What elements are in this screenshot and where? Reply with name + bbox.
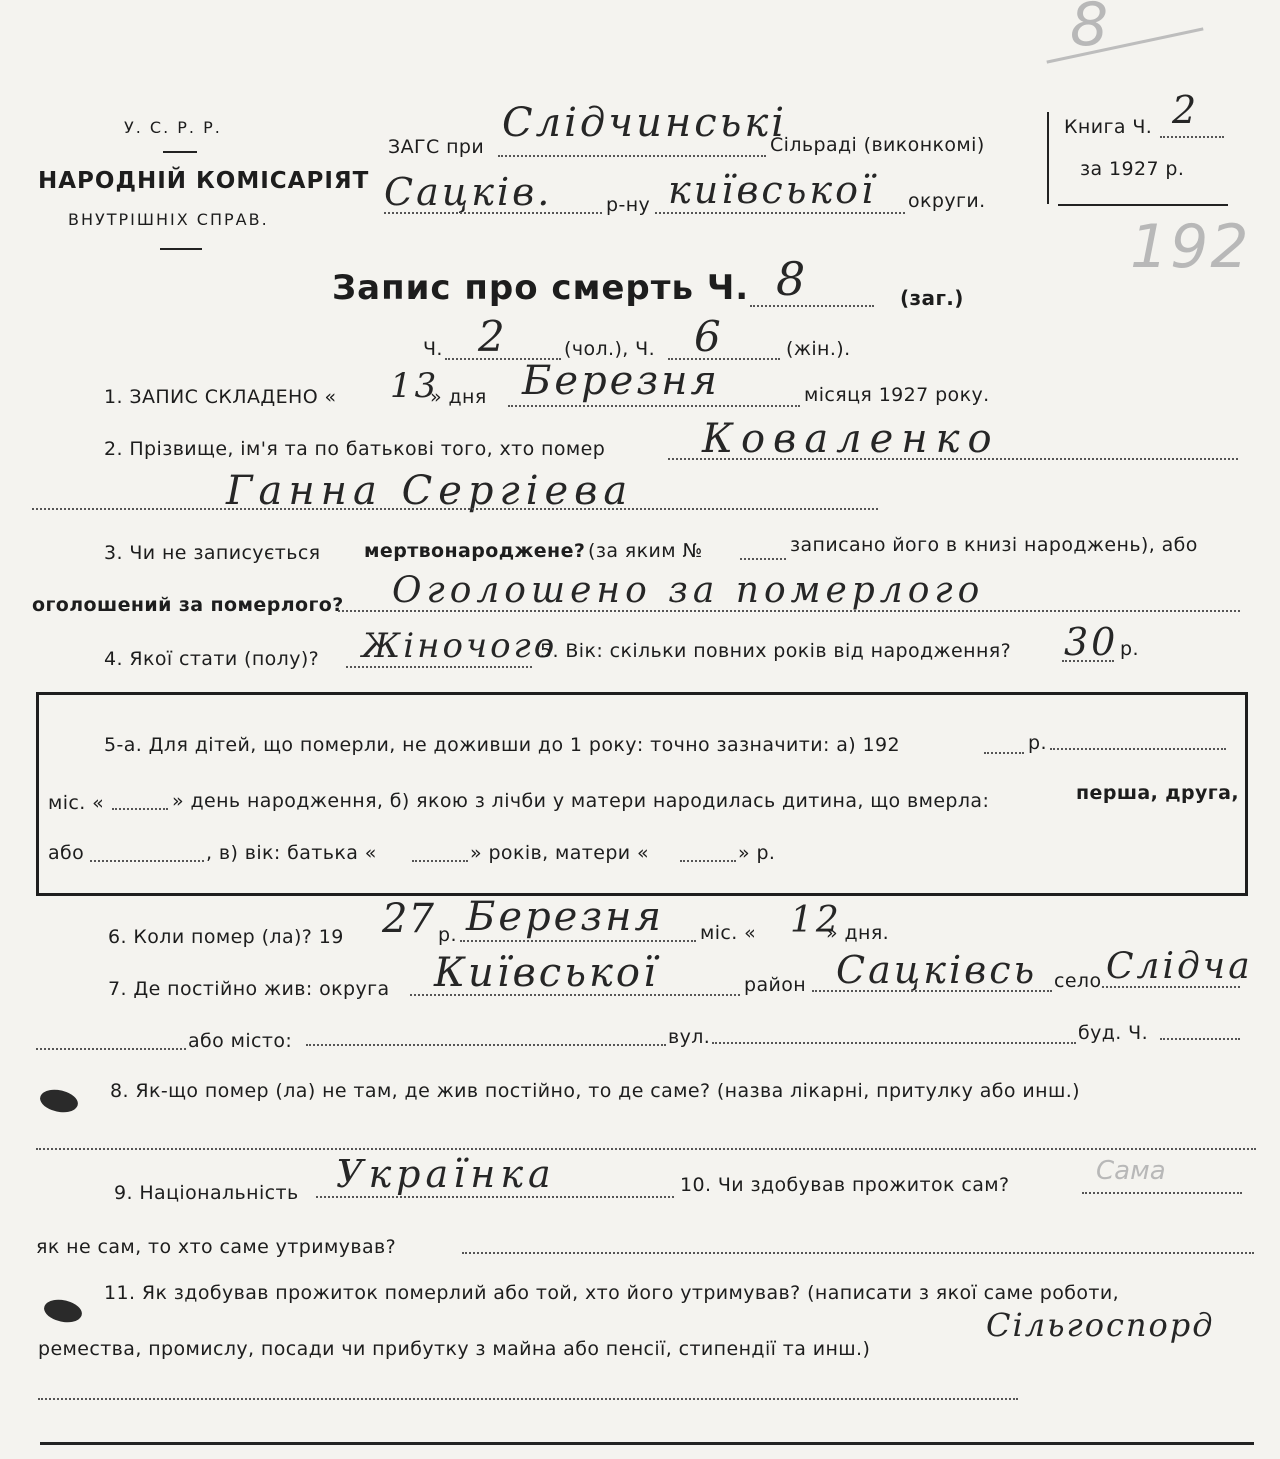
field1-month: Березня [522,358,720,404]
field5a-line3-b: , в) вік: батька « [206,842,377,864]
field6-month-line [460,940,696,942]
record-male-label: (чол.), Ч. [564,338,656,360]
field5a-line2-b: » день народження, б) якою з лічби у матери народилась дитина, що вмерла: [172,790,990,812]
field8-label: 8. Як-що помер (ла) не там, де жив постійно, то де саме? (назва лікарні, притулку або инш.) [110,1080,1080,1102]
header-divider [163,151,197,153]
field6-mis: міс. « [700,922,757,944]
field11-value: Сільгоспорд [986,1306,1215,1344]
field2-label: 2. Прізвище, ім'я та по батькові того, хто помер [104,438,606,460]
record-number-line [750,305,874,307]
field5a-line3-c: » років, матери « [470,842,649,864]
record-total-label: (заг.) [900,286,964,310]
field6-r: р. [438,924,457,946]
field6-day: 12 [790,900,842,941]
field5a-line1: 5-а. Для дітей, що померли, не доживши до 1 року: точно зазначити: а) 192 [104,734,901,756]
district-line [384,212,602,214]
field7b-misto: або місто: [188,1030,293,1052]
field3-value: Оголошено за померлого [392,570,985,611]
zags-village-line [498,155,766,157]
field3-stillborn: мертвонароджене? [364,540,586,562]
field5-label: 5. Вік: скільки повних років від народження? [540,640,1012,662]
field5a-year-line [984,752,1024,754]
field7b-bud-line [1160,1038,1240,1040]
field2-surname-line [668,458,1238,460]
zags-suffix: Сільраді (виконкомі) [770,134,985,156]
field7-raion: Сацківсь [836,948,1038,992]
zags-prefix: ЗАГС при [388,136,485,158]
field3-declared: оголошений за померлого? [32,594,344,616]
field9-value: Українка [336,1152,556,1196]
field5a-other-line [90,860,204,862]
book-number: 2 [1172,88,1200,132]
field5a-line3-d: » р. [738,842,776,864]
record-number: 8 [776,252,809,306]
field3-label-c: записано його в книзі народжень), або [790,534,1198,556]
field7b-misto-line [306,1044,666,1046]
commissariat-title: НАРОДНІЙ КОМІСАРІЯТ [38,168,370,194]
field7b-bud: буд. Ч. [1078,1022,1149,1044]
record-title: Запис про смерть Ч. [332,268,750,308]
field7-selo-label: село [1054,970,1102,992]
field10-line [1082,1192,1242,1194]
field1-day: 13 [390,366,440,406]
pencil-mark-side: 192 [1130,212,1251,282]
field7-selo: Слідча [1106,946,1253,987]
field9-line [316,1196,674,1198]
field5a-line1-end: р. [1028,732,1047,754]
field11b-label: ремества, промислу, посади чи прибутку з майна або пенсії, стипендії та инш.) [38,1338,871,1360]
okruha-suffix: округи. [908,190,986,212]
field11-line [38,1398,1018,1400]
field3-label-a: 3. Чи не записується [104,542,321,564]
field5a-first-second: перша, друга, [1076,782,1239,804]
field7b-lead-line [36,1048,186,1050]
field5a-line2-a: міс. « [48,792,105,814]
field10-value: Сама [1096,1156,1166,1186]
field6-month: Березня [466,894,664,940]
field7-raion-line [812,990,1052,992]
field4-label: 4. Якої стати (полу)? [104,648,320,670]
record-ch-label: Ч. [423,338,443,360]
field3-number-line [740,558,786,560]
district-name: Сацків. [384,170,553,214]
field2-surname: Коваленко [702,416,1000,462]
field4-value: Жіночого [362,626,558,666]
okruha-line [655,212,905,214]
department-label: ВНУТРІШНІХ СПРАВ. [68,210,269,229]
field6-year: 27 [382,896,435,942]
field7b-vul-line [712,1042,1076,1044]
field7-label: 7. Де постійно жив: округа [108,978,390,1000]
punch-hole-top [37,1084,80,1118]
book-number-line [1160,136,1224,138]
field3-value-line [338,610,1240,612]
field4-line [346,666,532,668]
field2-name-line [32,508,878,510]
field5-line [1062,660,1114,662]
field5a-line1-trail [1050,748,1226,750]
header-divider-bottom [160,248,202,250]
book-label: Книга Ч. [1064,116,1153,138]
field6-end: » дня. [826,922,890,944]
field7-okruha-line [410,994,740,996]
field1-end: місяця 1927 року. [804,384,990,406]
field5-end: р. [1120,638,1139,660]
field5a-mother-line [680,860,736,862]
punch-hole-bottom [41,1294,84,1328]
pencil-mark-top: 8 [1070,0,1109,60]
field1-label: 1. ЗАПИС СКЛАДЕНО « [104,386,337,408]
field5a-line3-a: або [48,842,85,864]
field7b-vul: вул. [668,1026,711,1048]
field2-name: Ганна Сергіева [226,468,634,514]
field6-label: 6. Коли помер (ла)? 19 [108,926,344,948]
field5-value: 30 [1064,620,1119,664]
field7-okruha: Київської [434,950,659,996]
field3-label-b: (за яким № [588,540,703,562]
bottom-rule [40,1442,1254,1445]
zags-village: Слідчинські [502,100,788,146]
field7-raion-label: район [744,974,807,996]
record-male-no: 2 [478,312,508,361]
field10-label: 10. Чи здобував прожиток сам? [680,1174,1010,1196]
book-box-left [1047,112,1049,204]
field10b-line [462,1252,1254,1254]
field5a-month-line [112,808,168,810]
book-box-bottom [1058,204,1228,206]
record-female-label: (жін.). [786,338,851,360]
ussr-label: У. С. Р. Р. [124,118,222,137]
field1-mid: » дня [430,386,487,408]
field7-selo-line [1102,986,1240,988]
record-female-no: 6 [694,312,724,361]
field8-line [36,1148,1256,1150]
district-suffix: р-ну [606,194,651,216]
okruha-name: київської [668,168,877,212]
field10b-label: як не сам, то хто саме утримував? [36,1236,397,1258]
field1-month-line [508,405,800,407]
field5a-father-line [412,860,468,862]
field9-label: 9. Національність [114,1182,299,1204]
field11-label: 11. Як здобував прожиток померлий або той, хто його утримував? (написати з якої саме роботи, [104,1282,1120,1304]
book-year: за 1927 р. [1080,158,1185,180]
